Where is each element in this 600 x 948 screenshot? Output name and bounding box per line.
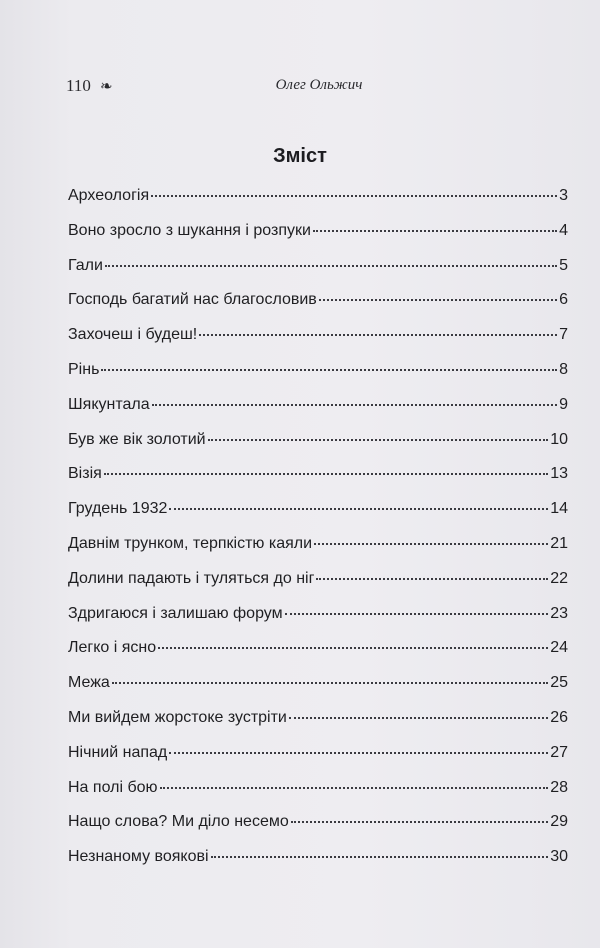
toc-entry-page: 13 — [550, 465, 568, 483]
toc-entry[interactable] — [68, 603, 568, 638]
toc-entry-title: Незнаному воякові — [68, 848, 209, 866]
toc-entry-page: 22 — [550, 569, 568, 587]
dot-leader — [319, 287, 557, 301]
toc-entry-title: Рінь — [68, 360, 100, 378]
running-head-author: Олег Ольжич — [275, 77, 363, 93]
toc-entry[interactable] — [68, 742, 568, 777]
dot-leader — [211, 844, 549, 858]
dot-leader — [291, 809, 548, 823]
toc-entry[interactable] — [68, 359, 568, 394]
toc-entry-page: 14 — [550, 500, 568, 518]
toc-entry-title: Давнім трунком, терпкістю каяли — [68, 534, 313, 552]
dot-leader — [151, 183, 557, 197]
dot-leader — [285, 601, 549, 615]
toc-entry-page: 10 — [550, 430, 568, 448]
dot-leader — [169, 740, 548, 754]
toc-entry[interactable] — [68, 185, 568, 220]
toc-entry-page: 30 — [550, 848, 568, 866]
toc-entry[interactable] — [68, 533, 568, 568]
fleuron-ornament-icon: ❧ — [100, 77, 113, 95]
dot-leader — [208, 427, 549, 441]
toc-entry[interactable] — [68, 568, 568, 603]
toc-entry-page: 23 — [550, 604, 568, 622]
toc-entry-page: 26 — [550, 708, 568, 726]
toc-entry[interactable] — [68, 637, 568, 672]
toc-entry-title: Господь багатий нас благословив — [68, 291, 317, 309]
toc-entry-page: 8 — [559, 360, 568, 378]
dot-leader — [112, 670, 548, 684]
toc-entry-page: 21 — [550, 534, 568, 552]
dot-leader — [158, 635, 548, 649]
table-of-contents — [68, 185, 568, 881]
toc-entry-title: Воно зросло з шукання і розпуки — [68, 221, 311, 239]
toc-entry-page: 6 — [559, 291, 568, 309]
toc-entry-title: Був же вік золотий — [68, 430, 206, 448]
dot-leader — [316, 566, 548, 580]
dot-leader — [160, 775, 549, 789]
toc-entry-title: Легко і ясно — [68, 639, 157, 657]
toc-entry[interactable] — [68, 429, 568, 464]
toc-entry-title: Візія — [68, 465, 102, 483]
toc-entry[interactable] — [68, 255, 568, 290]
running-head — [66, 76, 562, 100]
toc-entry[interactable] — [68, 846, 568, 881]
toc-entry-title: Археологія — [68, 187, 150, 204]
toc-entry-page: 29 — [550, 813, 568, 831]
toc-entry[interactable] — [68, 220, 568, 255]
toc-entry-page: 28 — [550, 778, 568, 796]
dot-leader — [152, 392, 557, 406]
toc-entry[interactable] — [68, 811, 568, 846]
toc-title: Зміст — [273, 145, 327, 167]
toc-entry-title: Захочеш і будеш! — [68, 326, 198, 344]
toc-entry-page: 3 — [559, 187, 568, 204]
dot-leader — [313, 218, 557, 232]
toc-entry[interactable] — [68, 672, 568, 707]
toc-entry-page: 7 — [559, 326, 568, 344]
toc-entry-page: 25 — [550, 674, 568, 692]
toc-entry[interactable] — [68, 394, 568, 429]
toc-entry-page: 5 — [559, 256, 568, 274]
toc-entry-page: 4 — [559, 221, 568, 239]
toc-entry-title: Здригаюся і залишаю форум — [68, 604, 283, 622]
toc-entry-title: Нічний напад — [68, 743, 168, 761]
dot-leader — [104, 461, 548, 475]
toc-entry-title: Нащо слова? Ми діло несемо — [68, 813, 289, 831]
toc-entry[interactable] — [68, 498, 568, 533]
toc-entry[interactable] — [68, 324, 568, 359]
dot-leader — [314, 531, 548, 545]
dot-leader — [289, 705, 548, 719]
toc-entry-title: Ми вийдем жорстоке зустріти — [68, 708, 287, 726]
dot-leader — [169, 496, 548, 510]
toc-entry-title: На полі бою — [68, 778, 158, 796]
dot-leader — [101, 357, 557, 371]
toc-entry-title: Шякунтала — [68, 395, 150, 413]
dot-leader — [199, 322, 557, 336]
toc-entry-title: Долини падають і туляться до ніг — [68, 569, 315, 587]
toc-entry[interactable] — [68, 289, 568, 324]
toc-entry-title: Грудень 1932 — [68, 500, 168, 518]
toc-entry-page: 27 — [550, 743, 568, 761]
page-number: 110 — [66, 76, 91, 95]
toc-entry-title: Межа — [68, 674, 110, 692]
toc-entry-page: 9 — [559, 395, 568, 413]
dot-leader — [105, 253, 557, 267]
toc-entry[interactable] — [68, 463, 568, 498]
toc-entry-title: Гали — [68, 256, 103, 274]
toc-entry-page: 24 — [550, 639, 568, 657]
toc-entry[interactable] — [68, 707, 568, 742]
toc-entry[interactable] — [68, 777, 568, 812]
